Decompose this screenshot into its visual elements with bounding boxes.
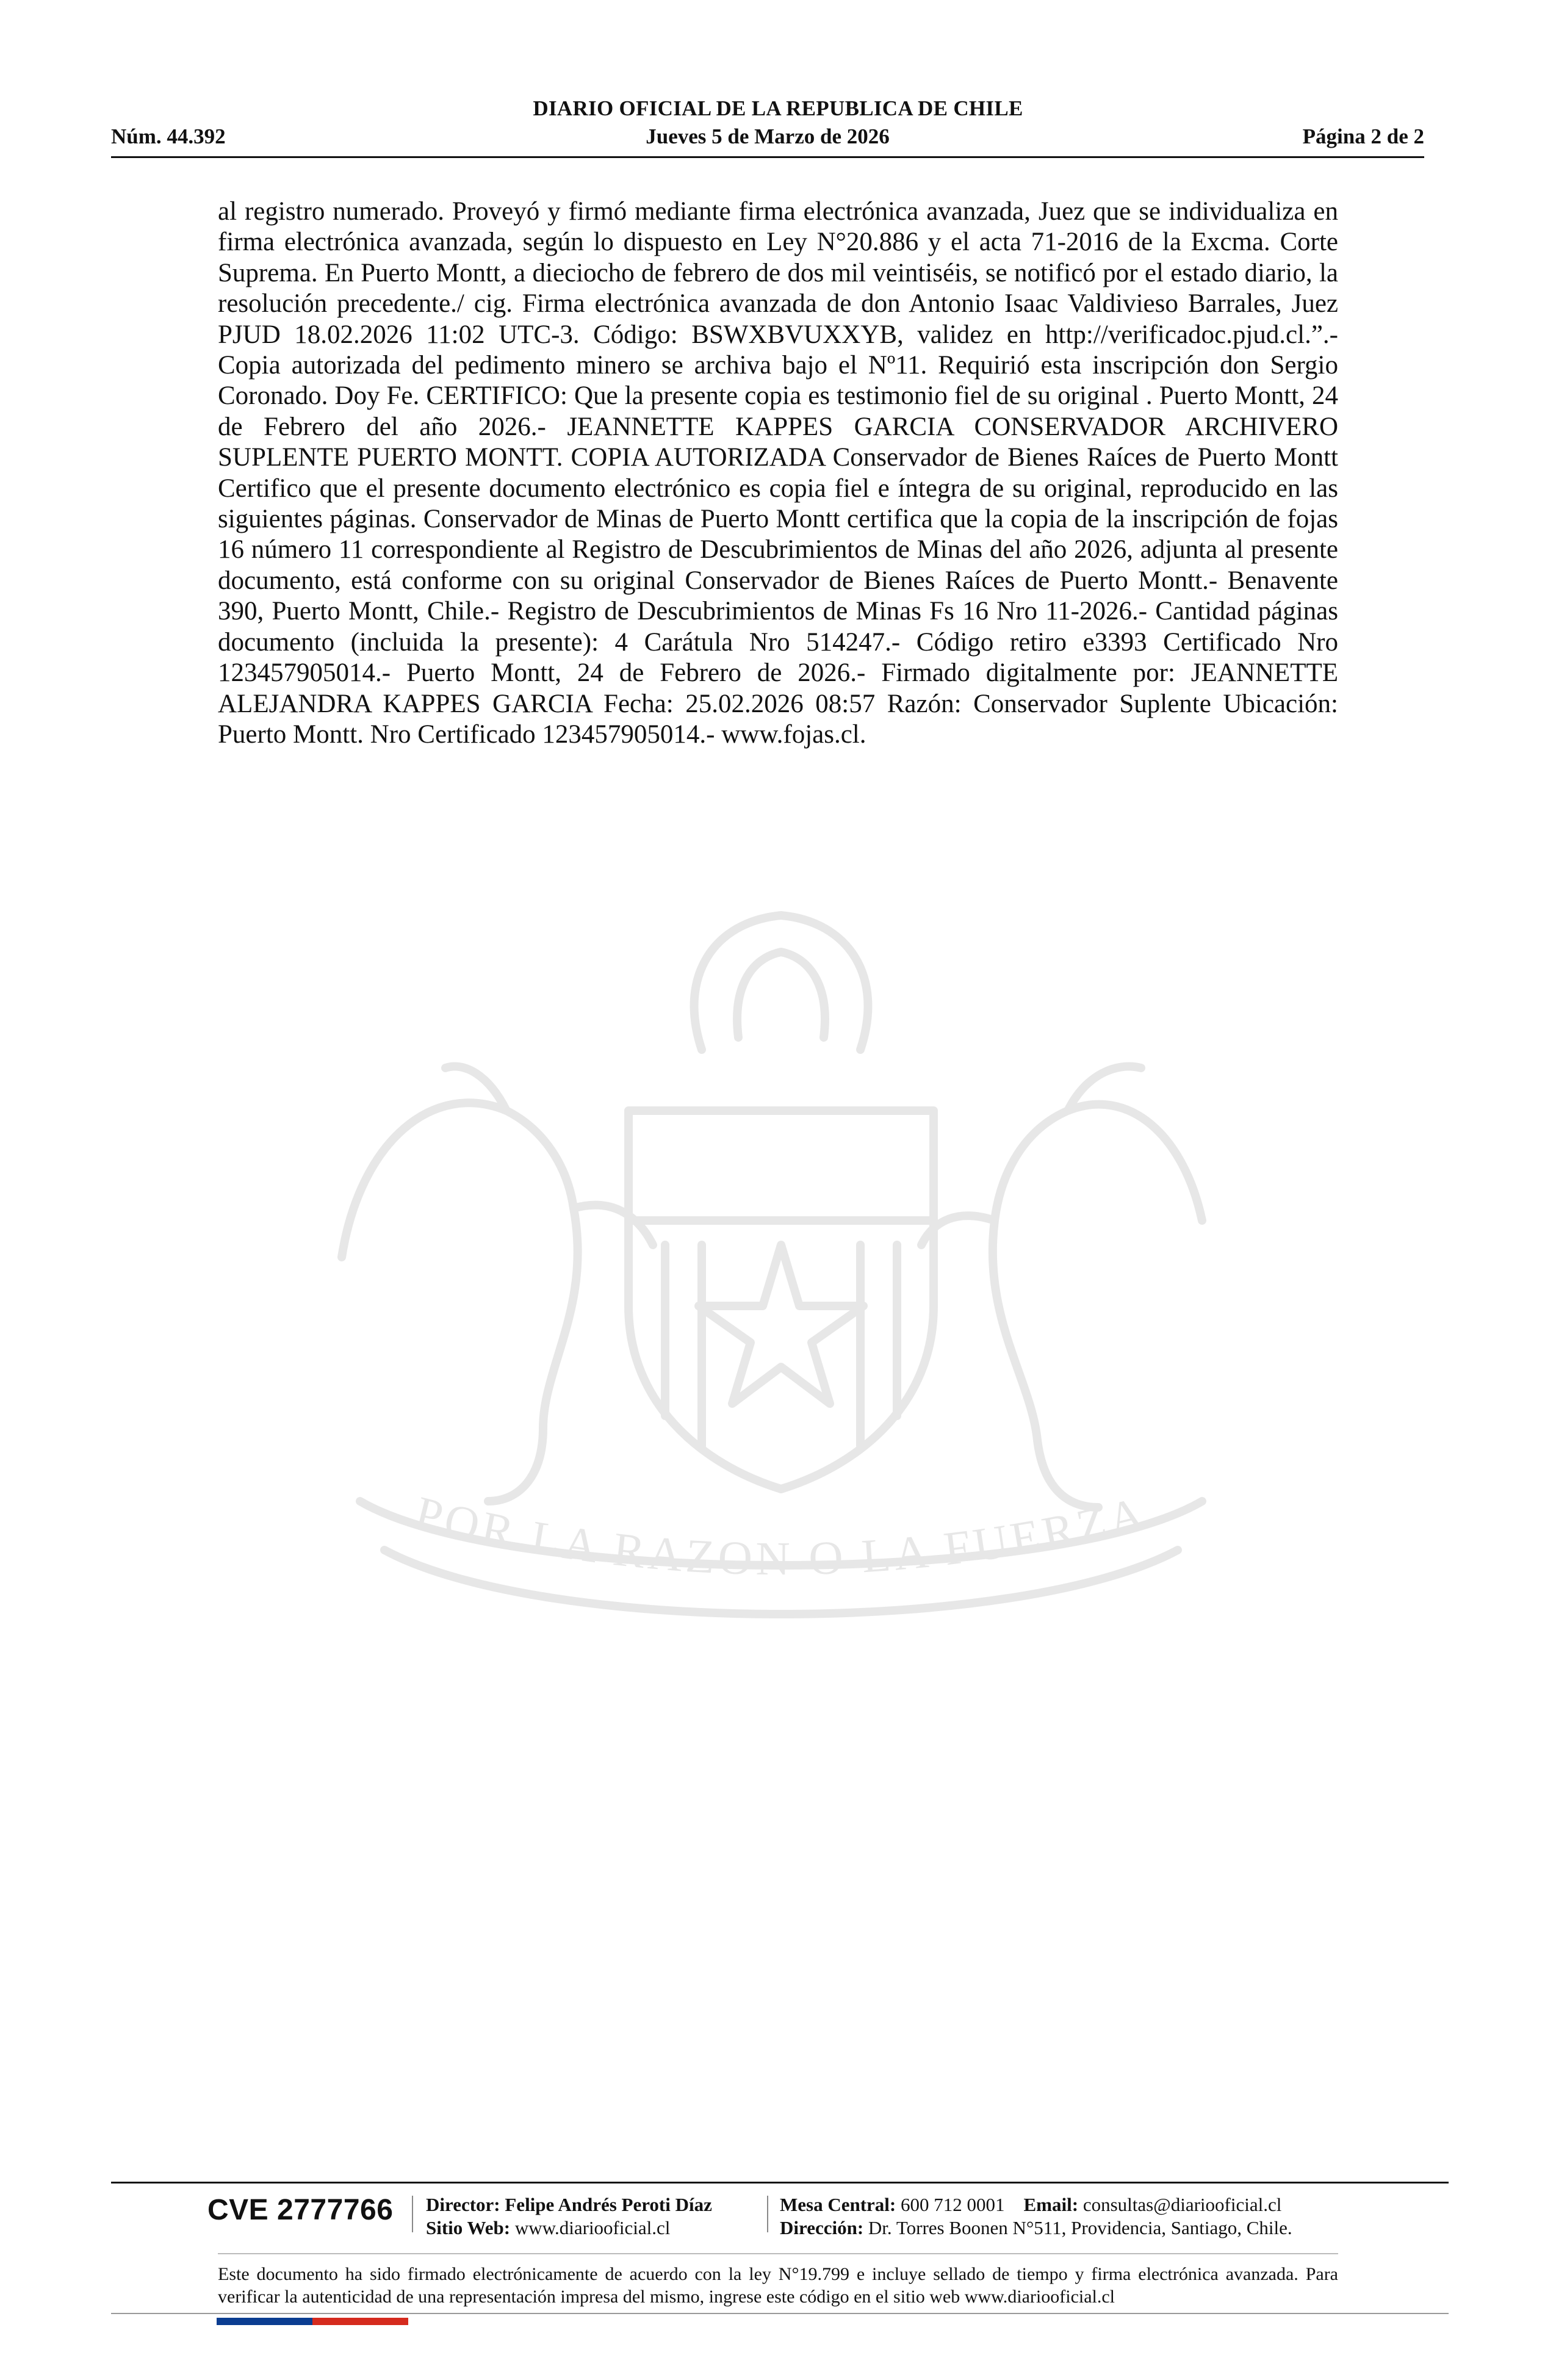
mesa-label: Mesa Central: [780, 2194, 896, 2215]
cve-code: CVE 2777766 [207, 2194, 394, 2226]
watermark-motto: POR LA RAZON O LA FUERZA [409, 1485, 1153, 1585]
contact-line [780, 2193, 1292, 2216]
director-value: Felipe Andrés Peroti Díaz [505, 2194, 712, 2215]
issue-date: Jueves 5 de Marzo de 2026 [646, 124, 890, 148]
svg-text:POR LA RAZON O LA FUERZA [410, 1485, 1152, 1585]
director-line [426, 2193, 712, 2216]
director-label: Director: [426, 2194, 500, 2215]
address-line [780, 2216, 1292, 2240]
footer-divider-mid [218, 2253, 1338, 2254]
flag-red-segment [312, 2318, 408, 2325]
body-paragraph: al registro numerado. Proveyó y firmó mediante firma electrónica avanzada, Juez que se individualiza en firma electrónica avanzada, según lo dispuesto en Ley N°20.886 y el acta 71-2016 de la Excma. Corte Suprema. En Puerto Montt, a dieciocho de febrero de dos mil veintiséis, se notificó por el estado diario, la resolución precedente./ cig. Firma electrónica avanzada de don Antonio Isaac Valdivieso Barrales, Juez PJUD 18.02.2026 11:02 UTC-3. Código: BSWXBVUXXYB, validez en http://verificadoc.pjud.cl.”.- Copia autorizada del pedimento minero se archiva bajo el Nº11. Requirió esta inscripción don Sergio Coronado. Doy Fe. CERTIFICO: Que la presente copia es testimonio fiel de su original . Puerto Montt, 24 de Febrero del año 2026.- JEANNETTE KAPPES GARCIA CONSERVADOR ARCHIVERO SUPLENTE PUERTO MONTT. COPIA AUTORIZADA Conservador de Bienes Raíces de Puerto Montt Certifico que el presente documento electrónico es copia fiel e íntegra de su original, reproducido en las siguientes páginas. Conservador de Minas de Puerto Montt certifica que la copia de la inscripción de fojas 16 número 11 correspondiente al Registro de Descubrimientos de Minas del año 2026, adjunta al presente documento, está conforme con su original Conservador de Bienes Raíces de Puerto Montt.- Benavente 390, Puerto Montt, Chile.- Registro de Descubrimientos de Minas Fs 16 Nro 11-2026.- Cantidad páginas documento (incluida la presente): 4 Carátula Nro 514247.- Código retiro e3393 Certificado Nro 123457905014.- Puerto Montt, 24 de Febrero de 2026.- Firmado digitalmente por: JEANNETTE ALEJANDRA KAPPES GARCIA Fecha: 25.02.2026 08:57 Razón: Conservador Suplente Ubicación: Puerto Montt. Nro Certificado 123457905014.- www.fojas.cl. [218, 197, 1338, 749]
newspaper-title: DIARIO OFICIAL DE LA REPUBLICA DE CHILE [533, 96, 1023, 120]
footer-divider-top [111, 2182, 1449, 2183]
footer-divider-bottom [111, 2313, 1449, 2314]
legal-notice: Este documento ha sido firmado electrónicamente de acuerdo con la ley N°19.799 e incluye sellado de tiempo y firma electrónica avanzada. Para verificar la autenticidad de una representación impresa del mismo, ingrese este código en el sitio web www.diariooficial.cl [218, 2264, 1338, 2307]
header-row [111, 124, 1424, 153]
footer-separator [767, 2196, 768, 2232]
issue-number: Núm. 44.392 [111, 124, 226, 148]
address-value: Dr. Torres Boonen N°511, Providencia, Santiago, Chile. [868, 2217, 1292, 2238]
flag-blue-segment [217, 2318, 312, 2325]
flag-stripe [217, 2318, 408, 2325]
email-label: Email: [1023, 2194, 1079, 2215]
website-line [426, 2216, 712, 2240]
address-label: Dirección: [780, 2217, 864, 2238]
footer-director-block [426, 2193, 712, 2240]
footer-contact-block [780, 2193, 1292, 2240]
footer-separator [412, 2196, 413, 2232]
header-divider [111, 156, 1424, 158]
website-link[interactable]: www.diariooficial.cl [514, 2217, 671, 2238]
mesa-phone: 600 712 0001 [901, 2194, 1005, 2215]
website-label: Sitio Web: [426, 2217, 511, 2238]
email-link[interactable]: consultas@diariooficial.cl [1082, 2194, 1282, 2215]
page-indicator: Página 2 de 2 [1302, 124, 1424, 148]
coat-of-arms-icon [201, 879, 1361, 1672]
